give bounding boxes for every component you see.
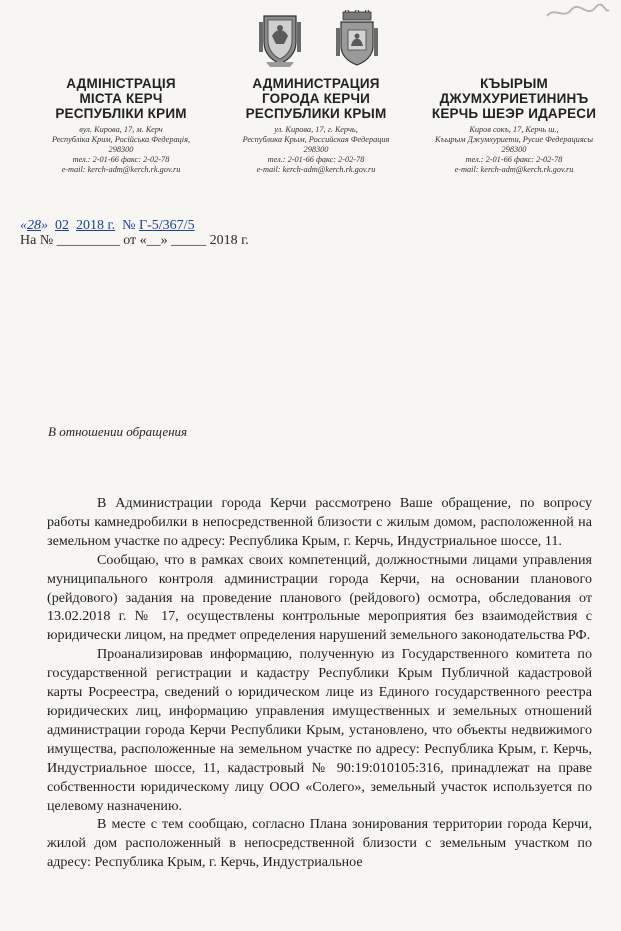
ref-year: 2018 г. xyxy=(76,218,116,233)
org-title-line: АДМІНІСТРАЦІЯ xyxy=(66,76,176,91)
kerch-emblem-icon xyxy=(335,10,379,68)
ref-month: 02 xyxy=(55,218,69,233)
org-title-line: ГОРОДА КЕРЧИ xyxy=(261,91,371,106)
address-line: ул. Кирова, 17, г. Керчь, xyxy=(274,125,358,134)
handwritten-corner-mark xyxy=(543,2,613,24)
address-line: Къырым Джумхуриети, Русие Федерациясы xyxy=(435,135,593,144)
quote-open: « xyxy=(20,218,27,233)
org-title-line: ДЖУМХУРИЕТИНИНЪ xyxy=(439,91,589,106)
header-ukrainian xyxy=(28,76,214,175)
incoming-reference xyxy=(20,233,249,249)
email-line: e-mail: kerch-adm@kerch.rk.gov.ru xyxy=(61,165,181,174)
letter-subject: В отношении обращения xyxy=(48,424,188,439)
outgoing-reference xyxy=(20,218,195,234)
org-title-line: КЪЫРЫМ xyxy=(480,76,548,91)
body-paragraph: Проанализировав информацию, полученную из Государственного комитета по государственной регистрации и кадастру Республики Крым Публичной кадастровой карты Росреестра, сведений о юридическом лице из Единого государственного реестра юридических лиц, информацию управления имущественных и земельных отношений администрации города Керчи Республики Крым, установлено, что объекты недвижимого имущества, расположенные на земельном участке по адресу: Республика Крым, г. Керчь, Индустриальное шоссе, 11, кадастровый № 90:19:010105:316, принадлежат на праве собственности юридическому лицу ООО «Солего», земельный участок используется по целевому назначению. xyxy=(47,646,592,814)
email-line: e-mail: kerch-adm@kerch.rk.gov.ru xyxy=(454,165,574,174)
org-title-line: КЕРЧЬ ШЕЭР ИДАРЕСИ xyxy=(431,106,597,121)
re-number: _________ xyxy=(56,233,120,248)
body-paragraph: Сообщаю, что в рамках своих компетенций, должностными лицами управления муниципального контроля администрации города Керчи, на основании планового (рейдового) задания на проведение планового (рейдового) осмотра, обследования от 13.02.2018 г. № 17, осуществлены контрольные мероприятия без взаимодействия с юридически лицом, на предмет определения нарушений земельного законодательства РФ. xyxy=(47,551,592,644)
address-line: Республіка Крим, Російська Федерація, xyxy=(51,135,191,144)
re-year: 2018 г. xyxy=(209,233,249,248)
body-paragraph: В Администрации города Керчи рассмотрено Ваше обращение, по вопросу работы камнедробилки в непосредственной близости с жилым домом, расположенной на земельном участке по адресу: Республика Крым, г. Керчь, Индустриальное шоссе, 11. xyxy=(47,495,592,549)
org-title-line: МІСТА КЕРЧ xyxy=(79,91,163,106)
address-line: 298300 xyxy=(501,145,527,154)
body-paragraph: В месте с тем сообщаю, согласно Плана зонирования территории города Керчи, жилой дом расположенный в непосредственной близости с земельным участком по адресу: Республика Крым, г. Керчь, Индустриальное xyxy=(47,816,592,871)
ref-day: 28 xyxy=(27,218,41,233)
address-line: Республика Крым, Российская Федерация xyxy=(242,135,390,144)
org-title-line: РЕСПУБЛІКИ КРИМ xyxy=(55,106,187,121)
re-from: от «__» xyxy=(123,233,168,248)
crimea-emblem-icon xyxy=(258,10,302,68)
quote-close: » xyxy=(41,218,48,233)
letter-body xyxy=(47,494,592,872)
header-russian xyxy=(222,76,410,175)
address-line: 298300 xyxy=(303,145,329,154)
re-label: На № xyxy=(20,233,54,248)
ref-number-label: № xyxy=(122,218,136,233)
address-line: вул. Кирова, 17, м. Керч xyxy=(79,125,163,134)
phone-line: тел.: 2-01-66 факс: 2-02-78 xyxy=(267,155,365,164)
address-line: 298300 xyxy=(108,145,134,154)
address-line: Киров сокъ, 17, Керчь ш., xyxy=(469,125,559,134)
phone-line: тел.: 2-01-66 факс: 2-02-78 xyxy=(465,155,563,164)
email-line: e-mail: kerch-adm@kerch.rk.gov.ru xyxy=(256,165,376,174)
re-blank: _____ xyxy=(171,233,207,248)
org-title-line: АДМИНИСТРАЦИЯ xyxy=(252,76,380,91)
ref-number: Г-5/367/5 xyxy=(139,218,195,233)
org-title-line: РЕСПУБЛИКИ КРЫМ xyxy=(245,106,387,121)
phone-line: тел.: 2-01-66 факс: 2-02-78 xyxy=(72,155,170,164)
header-crimean-tatar xyxy=(416,76,612,175)
